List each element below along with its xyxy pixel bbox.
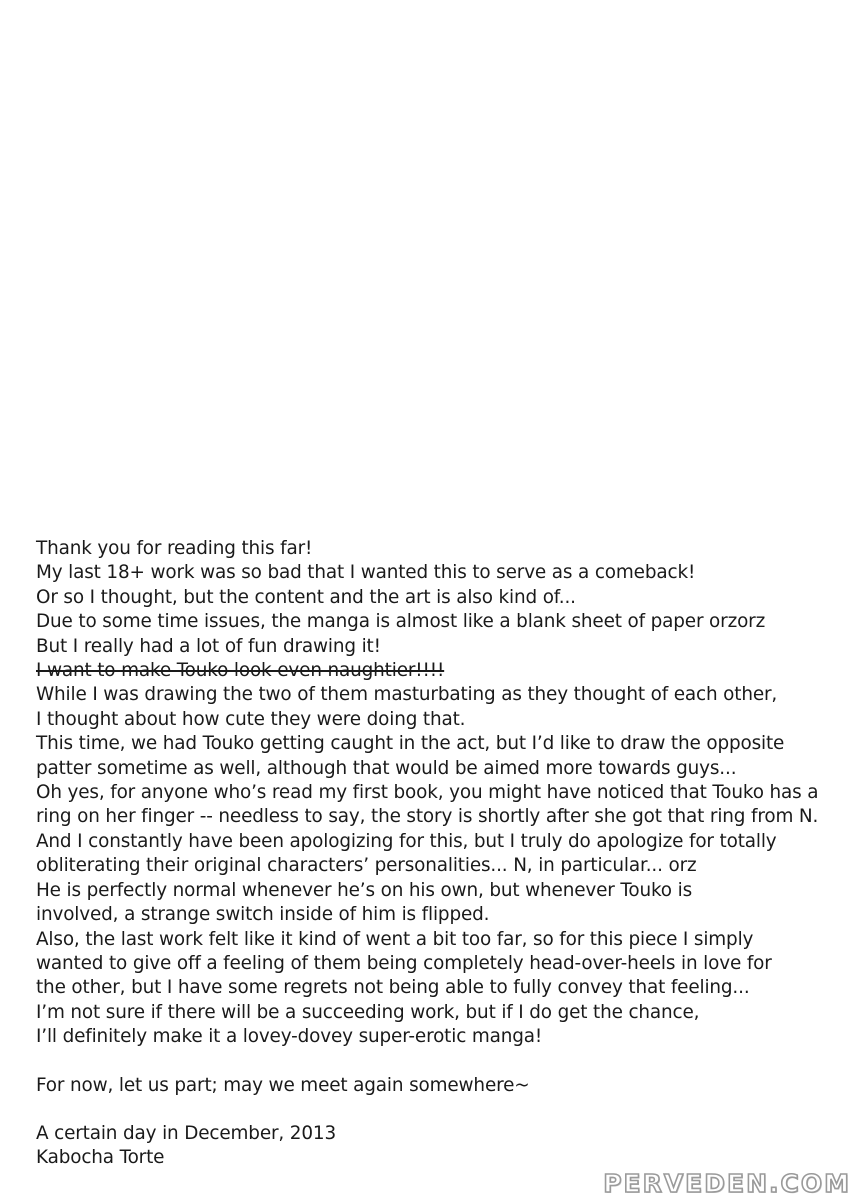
text-line: But I really had a lot of fun drawing it!	[36, 635, 381, 657]
text-line: And I constantly have been apologizing for this, but I truly do apologize for totally	[36, 830, 777, 852]
text-line: Due to some time issues, the manga is almost like a blank sheet of paper orzorz	[36, 611, 766, 633]
text-line: This time, we had Touko getting caught in the act, but I’d like to draw the opposite	[36, 733, 785, 755]
text-line: I thought about how cute they were doing that.	[36, 708, 466, 730]
text-line: I’m not sure if there will be a succeeding work, but if I do get the chance,	[36, 1001, 700, 1023]
text-line: He is perfectly normal whenever he’s on his own, but whenever Touko is	[36, 879, 692, 901]
date-line: A certain day in December, 2013	[36, 1122, 336, 1144]
text-line: the other, but I have some regrets not being able to fully convey that feeling...	[36, 977, 750, 999]
site-watermark: PERVEDEN.COM	[603, 1169, 851, 1198]
text-line: Oh yes, for anyone who’s read my first book, you might have noticed that Touko has a	[36, 782, 819, 804]
text-line: obliterating their original characters’ personalities... N, in particular... orz	[36, 855, 697, 877]
text-line: involved, a strange switch inside of him is flipped.	[36, 904, 490, 926]
struck-through-line: I want to make Touko look even naughtier!!!!	[36, 660, 445, 682]
text-line: wanted to give off a feeling of them being completely head-over-heels in love for	[36, 952, 772, 974]
farewell-line: For now, let us part; may we meet again somewhere~	[36, 1074, 530, 1096]
text-line: ring on her finger -- needless to say, the story is shortly after she got that ring from N.	[36, 806, 819, 828]
text-line: My last 18+ work was so bad that I wanted this to serve as a comeback!	[36, 562, 696, 584]
text-line: I’ll definitely make it a lovey-dovey super-erotic manga!	[36, 1026, 543, 1048]
text-line: Thank you for reading this far!	[36, 538, 313, 559]
text-line: Also, the last work felt like it kind of went a bit too far, so for this piece I simply	[36, 928, 754, 950]
author-signature: Kabocha Torte	[36, 1147, 165, 1169]
text-line: patter sometime as well, although that would be aimed more towards guys...	[36, 757, 737, 779]
text-line: While I was drawing the two of them masturbating as they thought of each other,	[36, 684, 778, 706]
afterword-text	[36, 537, 836, 1171]
paragraph-gap	[36, 1050, 836, 1074]
paragraph-gap	[36, 1098, 836, 1122]
text-line: Or so I thought, but the content and the art is also kind of...	[36, 586, 576, 608]
